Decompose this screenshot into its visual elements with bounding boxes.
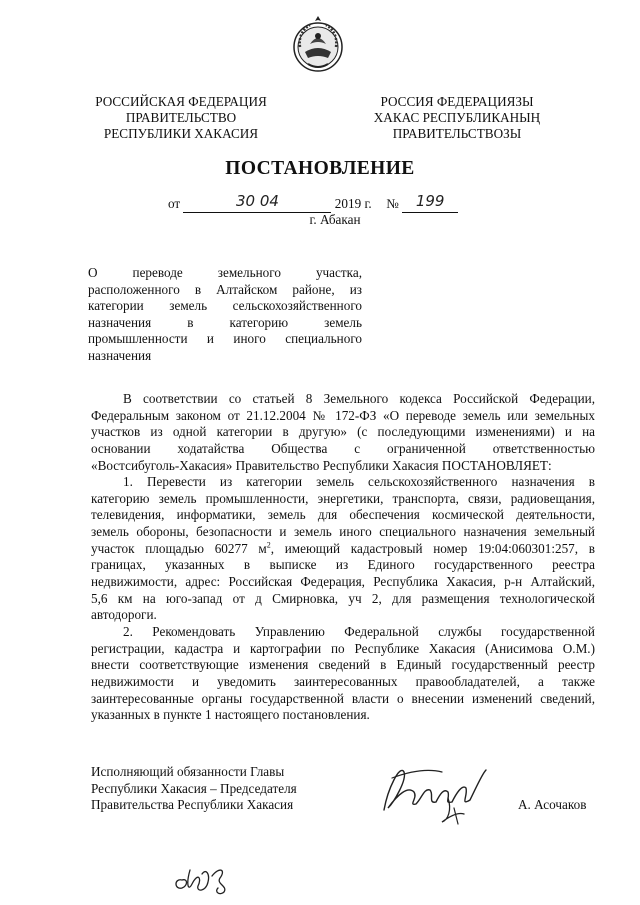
item-2-line: заинтересованные органы государственной власти о внесении изменений сведений, bbox=[91, 690, 595, 706]
item-1-line: границах, указанных в выписке из Единого государственного реестра bbox=[91, 557, 595, 573]
date-number-line bbox=[168, 194, 458, 213]
item-1-line: земель обороны, безопасности и земель иного специального назначения земельный bbox=[91, 524, 595, 540]
item-2-line: регистрации, кадастра и картографии по Республике Хакасия (Анисимова О.М.) bbox=[91, 640, 595, 656]
subject-line: расположенного в Алтайском районе, из bbox=[88, 281, 362, 297]
number-sign: № bbox=[386, 196, 399, 211]
number-value: 199 bbox=[415, 192, 445, 210]
body-line: В соответствии со статьей 8 Земельного кодекса Российской Федерации, bbox=[123, 391, 595, 406]
header-line: ПРАВИТЕЛЬСТВО bbox=[125, 110, 237, 125]
body-line: основании ходатайства Общества с ограниченной ответственностью bbox=[91, 440, 595, 456]
subject-line: назначения в категорию земель bbox=[88, 314, 362, 330]
date-value: 30 04 bbox=[236, 192, 279, 210]
item-1-line: автодороги. bbox=[91, 607, 157, 623]
handwritten-signature-icon bbox=[378, 758, 498, 828]
coat-of-arms-emblem-icon bbox=[290, 14, 346, 74]
area-text: участок площадью 60277 м bbox=[91, 540, 267, 556]
body-line: Федеральным законом от 21.12.2004 № 172-ФЗ «О переводе земель или земельных bbox=[91, 407, 595, 423]
cadastral-text: , имеющий кадастровый номер 19:04:060301:257, в bbox=[270, 540, 595, 556]
item-1-line: телевидения, информатики, земель для обеспечения космической деятельности, bbox=[91, 507, 595, 523]
date-field bbox=[183, 194, 331, 213]
subject-line: О переводе земельного участка, bbox=[88, 265, 362, 280]
item-1-line: категорию земель промышленности, энергетики, транспорта, связи, радиовещания, bbox=[91, 490, 595, 506]
subject-line: категории земель сельскохозяйственного bbox=[88, 298, 362, 314]
body-line: участков из одной категории в другую» (с последующими изменениями) и на bbox=[91, 424, 595, 440]
header-line: ПРАВИТЕЛЬСТВОЗЫ bbox=[392, 126, 522, 141]
header-line: ХАКАС РЕСПУБЛИКАНЫҢ bbox=[373, 110, 541, 125]
position-line: Исполняющий обязанности Главы bbox=[91, 764, 285, 779]
item-1-line: 1. Перевести из категории земель сельскохозяйственного назначения в bbox=[123, 474, 595, 490]
document-title: ПОСТАНОВЛЕНИЕ bbox=[225, 158, 415, 179]
year-text: 2019 г. bbox=[334, 196, 372, 211]
position-line: Правительства Республики Хакасия bbox=[91, 797, 294, 813]
document-body bbox=[91, 391, 595, 724]
header-line: РЕСПУБЛИКИ ХАКАСИЯ bbox=[103, 126, 259, 141]
date-prefix: от bbox=[168, 196, 181, 211]
signatory-name: А. Асочаков bbox=[518, 797, 587, 812]
item-2-line: 2. Рекомендовать Управлению Федеральной службы государственной bbox=[123, 623, 595, 639]
position-line: Республики Хакасия – Председателя bbox=[91, 780, 297, 796]
item-2-line: внести соответствующие изменения сведений в Единый государственный реестр bbox=[91, 657, 595, 673]
subject-line: промышленности и иного специального bbox=[88, 331, 362, 347]
item-2-line: указанных в пункте 1 настоящего постановления. bbox=[91, 707, 370, 723]
area-unit-superscript: 2 bbox=[266, 540, 271, 550]
number-field bbox=[402, 194, 458, 213]
header-right-kjh bbox=[352, 94, 562, 142]
item-1-line: недвижимости, адрес: Российская Федерация, Республика Хакасия, р-н Алтайский, bbox=[91, 574, 595, 590]
signatory-position bbox=[91, 764, 297, 814]
header-left-ru bbox=[76, 94, 286, 142]
item-2-line: недвижимости и уведомить заинтересованных правообладателей, а также bbox=[91, 673, 595, 689]
header-line: РОССИЯ ФЕДЕРАЦИЯЗЫ bbox=[380, 94, 534, 109]
subject-block bbox=[88, 265, 362, 365]
item-1-line bbox=[91, 541, 595, 558]
subject-line: назначения bbox=[88, 347, 152, 363]
body-line: «Востсибуголь-Хакасия» Правительство Республики Хакасия ПОСТАНОВЛЯЕТ: bbox=[91, 457, 552, 473]
handwritten-mark-icon bbox=[168, 858, 242, 896]
city-line: г. Абакан bbox=[309, 212, 361, 227]
header-line: РОССИЙСКАЯ ФЕДЕРАЦИЯ bbox=[95, 94, 267, 109]
item-1-line: 5,6 км на юго-запад от д Смирновка, уч 2, для размещения технологической bbox=[91, 590, 595, 606]
